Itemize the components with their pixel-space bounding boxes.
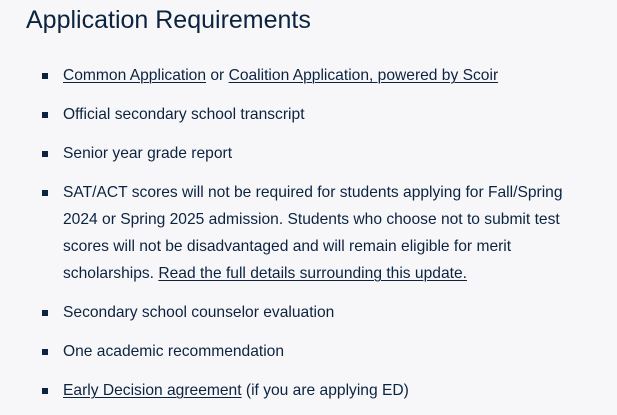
early-decision-suffix: (if you are applying ED)	[241, 382, 409, 399]
bullet-icon	[42, 310, 48, 316]
bullet-icon	[42, 151, 48, 157]
list-item-recommendation	[0, 338, 617, 365]
page-title: Application Requirements	[26, 6, 311, 34]
counselor-text: Secondary school counselor evaluation	[63, 304, 335, 321]
coalition-application-link[interactable]: Coalition Application, powered by Scoir	[228, 67, 499, 84]
connector-text: or	[206, 67, 229, 84]
list-item-transcript	[0, 101, 617, 128]
full-details-link[interactable]: Read the full details surrounding this update.	[158, 265, 467, 282]
bullet-icon	[42, 190, 48, 196]
grade-report-text: Senior year grade report	[63, 145, 233, 162]
list-item-grade-report	[0, 140, 617, 167]
common-application-link[interactable]: Common Application	[63, 67, 207, 84]
bullet-icon	[42, 388, 48, 394]
bullet-icon	[42, 73, 48, 79]
bullet-icon	[42, 349, 48, 355]
bullet-icon	[42, 112, 48, 118]
transcript-text: Official secondary school transcript	[63, 106, 305, 123]
requirements-list	[0, 62, 617, 404]
list-item-counselor	[0, 299, 617, 326]
test-scores-text: SAT/ACT scores will not be required for students applying for Fall/Spring 2024 or Spring 2025 admission. Students who choose not to submit test scores will not be disadvantaged and will remain eligible for merit scholarships.	[63, 184, 563, 282]
list-item-test-scores	[0, 179, 617, 287]
recommendation-text: One academic recommendation	[63, 343, 285, 360]
list-item-application	[0, 62, 617, 89]
list-item-early-decision	[0, 377, 617, 404]
early-decision-link[interactable]: Early Decision agreement	[63, 382, 242, 399]
